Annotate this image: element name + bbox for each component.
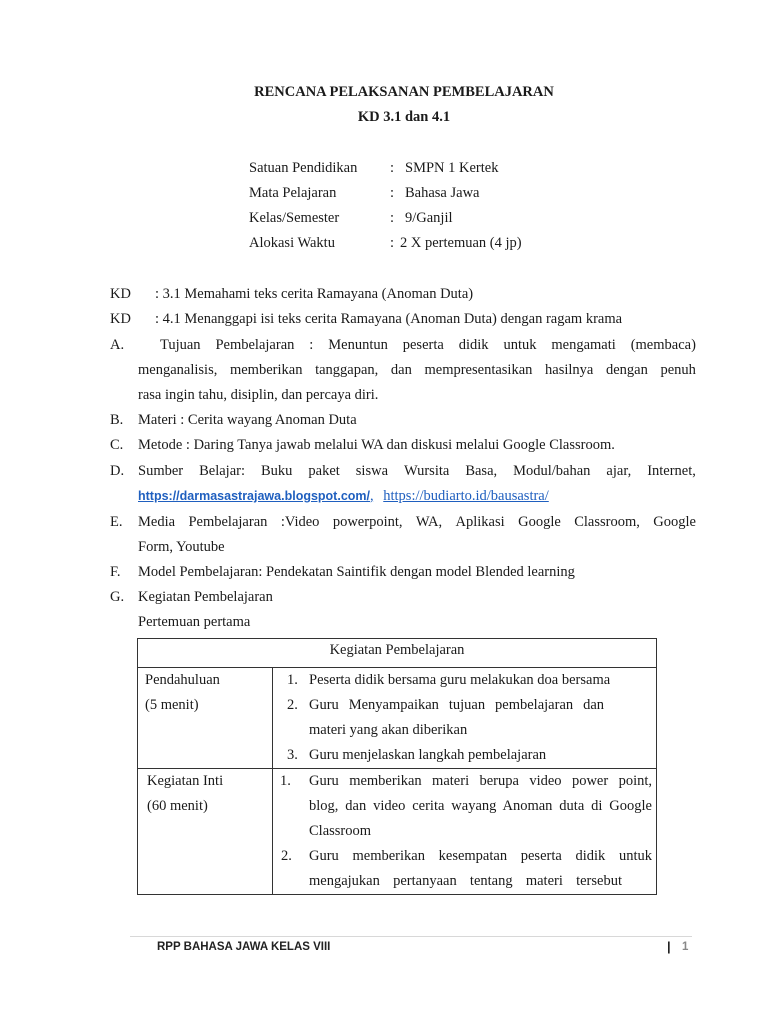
phase-cell — [138, 769, 273, 895]
section-e-line: Form, Youtube — [138, 539, 225, 555]
document-subtitle: KD 3.1 dan 4.1 — [357, 109, 451, 125]
identity-value: 9/Ganjil — [405, 210, 453, 226]
identity-label: Mata Pelajaran — [249, 185, 337, 201]
phase-cell — [138, 668, 273, 769]
identity-value: Bahasa Jawa — [405, 185, 480, 201]
kd-text: : 4.1 Menanggapi isi teks cerita Ramayana (Anoman Duta) dengan ragam krama — [155, 311, 623, 327]
section-letter: C. — [110, 437, 124, 453]
section-letter: E. — [110, 514, 123, 530]
page-number: 1 — [682, 941, 689, 953]
darmasastra-link[interactable]: https://darmasastrajawa.blogspot.com/ — [138, 489, 370, 503]
section-g-text: Kegiatan Pembelajaran — [138, 589, 273, 605]
meeting-subheading: Pertemuan pertama — [138, 614, 251, 630]
identity-label: Kelas/Semester — [249, 210, 340, 226]
section-a-line: Tujuan Pembelajaran : Menuntun peserta didik untuk mengamati (membaca) — [160, 337, 696, 353]
section-letter: G. — [110, 589, 125, 605]
identity-colon: : — [390, 235, 395, 251]
list-item: 2. Guru memberikan kesempatan peserta didik untuk mengajukan pertanyaan tentang materi tersebut — [281, 848, 652, 889]
identity-colon: : — [390, 185, 395, 201]
footer-rule — [130, 936, 692, 937]
steps-cell — [273, 668, 657, 769]
link-separator: , — [370, 488, 374, 504]
kd-label: KD — [110, 311, 131, 327]
budiarto-link[interactable]: https://budiarto.id/bausastra/ — [383, 488, 549, 504]
table-header-row — [138, 639, 657, 668]
footer-separator: | — [667, 939, 671, 954]
phase-duration: (5 menit) — [145, 697, 199, 713]
list-item: 1. Guru memberikan materi berupa video power point, blog, dan video cerita wayang Anoman duta di Google Classroom — [280, 773, 652, 839]
phase-name: Pendahuluan — [145, 672, 220, 688]
list-item: 1. Peserta didik bersama guru melakukan doa bersama — [287, 672, 611, 688]
phase-duration: (60 menit) — [147, 798, 208, 814]
phase-name: Kegiatan Inti — [147, 773, 224, 789]
identity-label: Satuan Pendidikan — [249, 160, 358, 176]
identity-colon: : — [390, 210, 395, 226]
list-item: 2. Guru Menyampaikan tujuan pembelajaran dan materi yang akan diberikan — [287, 697, 604, 738]
table-row — [138, 668, 657, 769]
section-letter: B. — [110, 412, 124, 428]
section-e-line: Media Pembelajaran :Video powerpoint, WA, Aplikasi Google Classroom, Google — [138, 514, 696, 530]
section-d-line: Sumber Belajar: Buku paket siswa Wursita Basa, Modul/bahan ajar, Internet, — [138, 463, 696, 479]
footer-title: RPP BAHASA JAWA KELAS VIII — [157, 941, 331, 953]
section-a-line: menganalisis, memberikan tanggapan, dan mempresentasikan hasilnya dengan penuh — [138, 362, 696, 378]
section-f-text: Model Pembelajaran: Pendekatan Saintifik dengan model Blended learning — [138, 564, 575, 580]
section-letter: F. — [110, 564, 121, 580]
table-header: Kegiatan Pembelajaran — [138, 639, 657, 668]
identity-label: Alokasi Waktu — [249, 235, 335, 251]
kd-label: KD — [110, 286, 131, 302]
section-b-text: Materi : Cerita wayang Anoman Duta — [138, 412, 357, 428]
list-item: 3. Guru menjelaskan langkah pembelajaran — [287, 747, 547, 763]
identity-colon: : — [390, 160, 395, 176]
steps-cell — [273, 769, 657, 895]
identity-value: SMPN 1 Kertek — [405, 160, 499, 176]
table-row — [138, 769, 657, 895]
section-letter: D. — [110, 463, 125, 479]
section-d-links — [138, 488, 549, 505]
document-title: RENCANA PELAKSANAN PEMBELAJARAN — [254, 84, 554, 100]
identity-value: 2 X pertemuan (4 jp) — [400, 235, 522, 251]
section-a-line: rasa ingin tahu, disiplin, dan percaya diri. — [138, 387, 379, 403]
activity-table — [137, 638, 657, 895]
section-letter: A. — [110, 337, 125, 353]
section-c-text: Metode : Daring Tanya jawab melalui WA dan diskusi melalui Google Classroom. — [138, 437, 615, 453]
kd-text: : 3.1 Memahami teks cerita Ramayana (Anoman Duta) — [155, 286, 474, 302]
